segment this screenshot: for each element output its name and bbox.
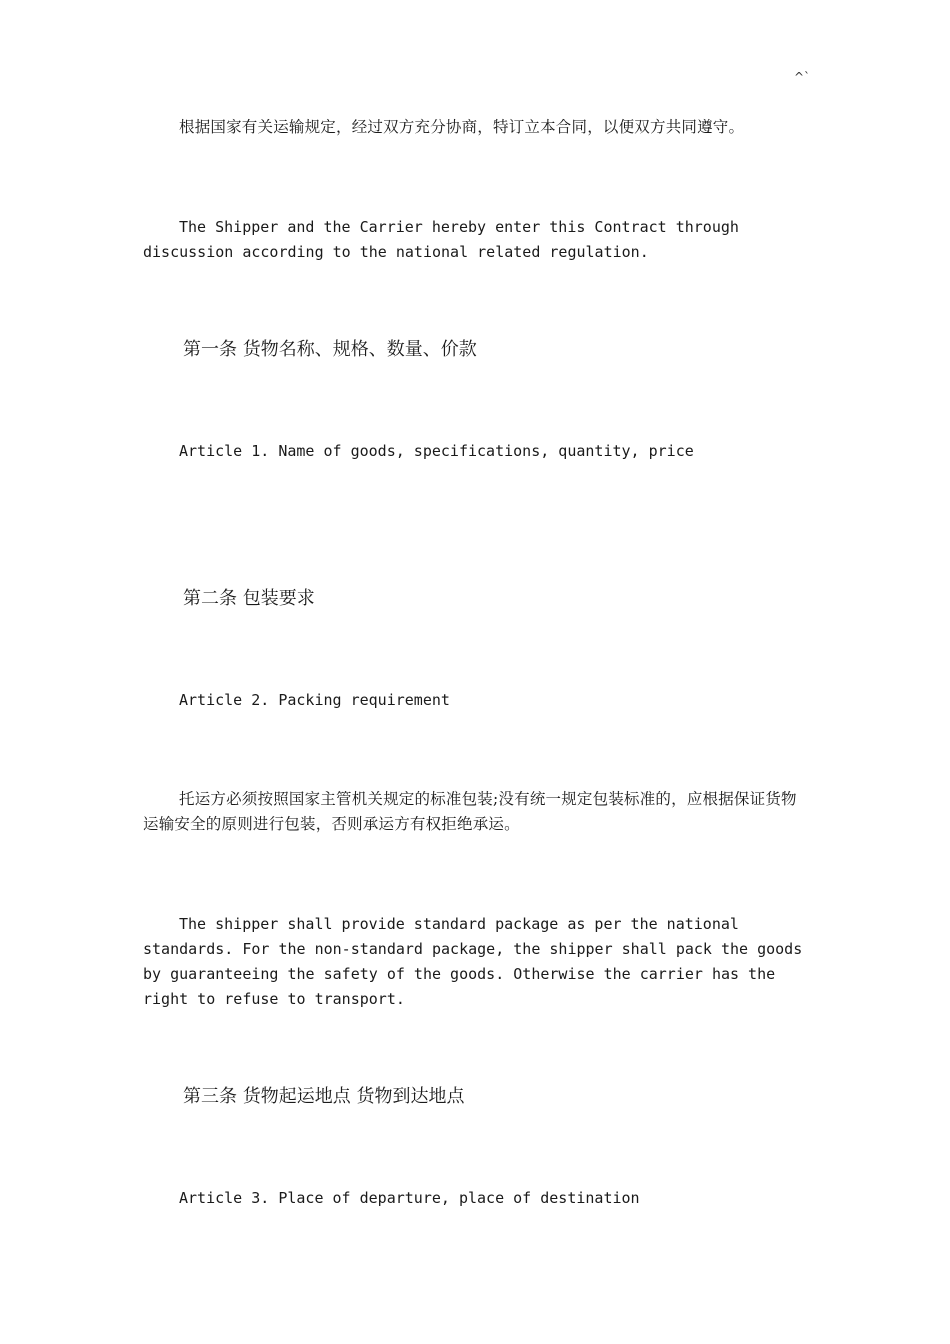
preamble-english: The Shipper and the Carrier hereby enter this Contract through discussion according to the national related regulation.: [143, 218, 739, 261]
article-2-body-english: The shipper shall provide standard package as per the national standards. For the non-standard package, the shipper shall pack the goods by guaranteeing the safety of the goods. Otherwise the carrier has the right to refuse to transport.: [143, 915, 803, 1008]
page-mark: ^`: [794, 70, 811, 84]
article-2-heading-english: Article 2. Packing requirement: [179, 691, 450, 709]
article-2-body-chinese: 托运方必须按照国家主管机关规定的标准包装;没有统一规定包装标准的，应根据保证货物运输安全的原则进行包装，否则承运方有权拒绝承运。: [143, 790, 797, 833]
article-2-heading-chinese: 第二条 包装要求: [183, 588, 315, 609]
article-1-heading-chinese: 第一条 货物名称、规格、数量、价款: [183, 339, 477, 360]
article-1-heading-english: Article 1. Name of goods, specifications, quantity, price: [179, 442, 694, 460]
article-3-heading-english: Article 3. Place of departure, place of destination: [179, 1189, 640, 1207]
preamble-chinese: 根据国家有关运输规定，经过双方充分协商，特订立本合同，以便双方共同遵守。: [179, 118, 745, 136]
article-3-heading-chinese: 第三条 货物起运地点 货物到达地点: [183, 1086, 465, 1107]
